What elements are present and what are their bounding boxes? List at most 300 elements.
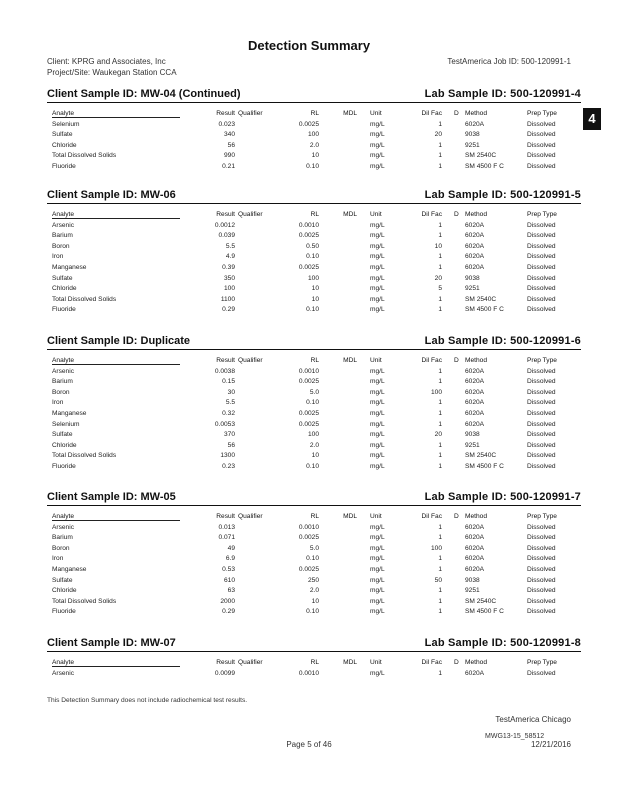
cell-rl: 0.10	[306, 253, 319, 261]
cell-prep_type: Dissolved	[527, 295, 556, 303]
column-header-rl: RL	[310, 211, 319, 218]
cell-method: 9251	[465, 441, 480, 449]
cell-rl: 2.0	[309, 587, 319, 595]
cell-dil_fac: 5	[438, 285, 442, 293]
cell-result: 0.23	[222, 462, 235, 470]
document-code: MWG13-15_58512	[485, 733, 545, 740]
cell-result: 0.0038	[214, 367, 235, 375]
cell-prep_type: Dissolved	[527, 523, 556, 531]
column-header-dil_fac: Dil Fac	[421, 357, 442, 364]
cell-result: 0.21	[222, 162, 235, 170]
cell-dil_fac: 20	[434, 431, 442, 439]
cell-result: 49	[227, 544, 235, 552]
cell-dil_fac: 50	[434, 576, 442, 584]
table-row	[47, 565, 581, 576]
section-header	[47, 491, 581, 506]
cell-prep_type: Dissolved	[527, 576, 556, 584]
cell-result: 340	[223, 131, 235, 139]
cell-result: 0.39	[222, 263, 235, 271]
column-header-mdl: MDL	[343, 659, 357, 666]
cell-prep_type: Dissolved	[527, 399, 556, 407]
table-row	[47, 607, 581, 618]
cell-unit: mg/L	[370, 462, 385, 470]
cell-unit: mg/L	[370, 263, 385, 271]
cell-unit: mg/L	[370, 534, 385, 542]
cell-unit: mg/L	[370, 232, 385, 240]
cell-unit: mg/L	[370, 565, 385, 573]
cell-dil_fac: 10	[434, 242, 442, 250]
table-row	[47, 221, 581, 232]
cell-analyte: Total Dissolved Solids	[52, 597, 117, 605]
cell-rl: 10	[311, 285, 319, 293]
cell-analyte: Iron	[52, 555, 64, 563]
cell-analyte: Manganese	[52, 263, 87, 271]
cell-result: 100	[223, 285, 235, 293]
cell-method: 6020A	[465, 378, 485, 386]
cell-dil_fac: 1	[438, 221, 442, 229]
cell-analyte: Sulfate	[52, 131, 73, 139]
cell-prep_type: Dissolved	[527, 597, 556, 605]
cell-unit: mg/L	[370, 242, 385, 250]
column-header-qualifier: Qualifier	[238, 357, 263, 364]
cell-rl: 100	[307, 131, 319, 139]
cell-result: 0.071	[218, 534, 235, 542]
cell-method: SM 2540C	[465, 295, 497, 303]
table-row	[47, 242, 581, 253]
section-tab-marker: 4	[583, 108, 601, 130]
cell-method: SM 2540C	[465, 597, 497, 605]
table-row	[47, 130, 581, 141]
cell-method: 9038	[465, 431, 480, 439]
cell-analyte: Iron	[52, 253, 64, 261]
cell-rl: 0.0010	[298, 669, 319, 677]
cell-prep_type: Dissolved	[527, 441, 556, 449]
cell-result: 0.0012	[214, 221, 235, 229]
table-row	[47, 284, 581, 295]
cell-prep_type: Dissolved	[527, 162, 556, 170]
cell-prep_type: Dissolved	[527, 431, 556, 439]
column-header-prep_type: Prep Type	[527, 513, 557, 520]
column-header-mdl: MDL	[343, 211, 357, 218]
cell-method: 6020A	[465, 544, 485, 552]
cell-prep_type: Dissolved	[527, 242, 556, 250]
cell-result: 0.32	[222, 409, 235, 417]
table-row	[47, 544, 581, 555]
cell-rl: 100	[307, 431, 319, 439]
cell-unit: mg/L	[370, 420, 385, 428]
cell-method: SM 4500 F C	[465, 306, 504, 314]
column-header-d: D	[454, 110, 459, 117]
cell-prep_type: Dissolved	[527, 141, 556, 149]
column-header-method: Method	[465, 659, 487, 666]
cell-method: 6020A	[465, 420, 485, 428]
cell-rl: 0.10	[306, 162, 319, 170]
cell-method: 9038	[465, 274, 480, 282]
cell-result: 6.9	[225, 555, 235, 563]
cell-unit: mg/L	[370, 131, 385, 139]
page-number: Page 5 of 46	[286, 740, 332, 749]
cell-rl: 0.10	[306, 555, 319, 563]
section-header	[47, 335, 581, 350]
cell-dil_fac: 1	[438, 420, 442, 428]
column-header-result: Result	[216, 659, 235, 666]
table-row	[47, 669, 581, 680]
column-header-result: Result	[216, 211, 235, 218]
cell-method: SM 4500 F C	[465, 462, 504, 470]
cell-result: 0.0099	[214, 669, 235, 677]
cell-method: 9038	[465, 576, 480, 584]
cell-rl: 2.0	[309, 141, 319, 149]
cell-rl: 0.0025	[298, 420, 319, 428]
cell-analyte: Total Dissolved Solids	[52, 295, 117, 303]
lab-sample-id: Lab Sample ID: 500-120991-8	[424, 637, 581, 649]
cell-analyte: Manganese	[52, 409, 87, 417]
table-header-row	[47, 109, 581, 120]
table-row	[47, 597, 581, 608]
column-header-unit: Unit	[370, 211, 382, 218]
section-header	[47, 189, 581, 204]
cell-dil_fac: 1	[438, 367, 442, 375]
cell-rl: 5.0	[309, 388, 319, 396]
cell-rl: 0.10	[306, 399, 319, 407]
cell-method: 6020A	[465, 232, 485, 240]
cell-method: 6020A	[465, 388, 485, 396]
table-header-row	[47, 658, 581, 669]
cell-dil_fac: 1	[438, 378, 442, 386]
cell-result: 0.53	[222, 565, 235, 573]
column-header-method: Method	[465, 513, 487, 520]
column-header-rl: RL	[310, 659, 319, 666]
cell-prep_type: Dissolved	[527, 274, 556, 282]
job-id: TestAmerica Job ID: 500-120991-1	[447, 57, 571, 66]
table-row	[47, 554, 581, 565]
cell-dil_fac: 1	[438, 141, 442, 149]
cell-result: 56	[227, 441, 235, 449]
table-header-row	[47, 512, 581, 523]
cell-unit: mg/L	[370, 597, 385, 605]
table-header-row	[47, 210, 581, 221]
cell-rl: 0.0025	[298, 232, 319, 240]
cell-unit: mg/L	[370, 523, 385, 531]
cell-analyte: Boron	[52, 242, 70, 250]
cell-rl: 5.0	[309, 544, 319, 552]
cell-analyte: Fluoride	[52, 608, 76, 616]
cell-unit: mg/L	[370, 555, 385, 563]
cell-analyte: Fluoride	[52, 306, 76, 314]
sample-section	[47, 189, 581, 316]
table-row	[47, 451, 581, 462]
cell-dil_fac: 100	[430, 388, 442, 396]
column-header-d: D	[454, 211, 459, 218]
cell-dil_fac: 1	[438, 295, 442, 303]
cell-analyte: Selenium	[52, 420, 80, 428]
cell-analyte: Sulfate	[52, 576, 73, 584]
table-row	[47, 305, 581, 316]
cell-rl: 2.0	[309, 441, 319, 449]
table-row	[47, 295, 581, 306]
cell-unit: mg/L	[370, 274, 385, 282]
cell-unit: mg/L	[370, 544, 385, 552]
cell-dil_fac: 1	[438, 555, 442, 563]
cell-method: 9251	[465, 141, 480, 149]
cell-rl: 0.10	[306, 608, 319, 616]
cell-method: SM 2540C	[465, 452, 497, 460]
column-header-analyte: Analyte	[52, 211, 180, 219]
cell-method: 6020A	[465, 534, 485, 542]
column-header-method: Method	[465, 357, 487, 364]
cell-result: 0.29	[222, 608, 235, 616]
column-header-d: D	[454, 513, 459, 520]
cell-dil_fac: 1	[438, 306, 442, 314]
client-sample-id: Client Sample ID: MW-05	[47, 491, 176, 503]
cell-analyte: Total Dissolved Solids	[52, 452, 117, 460]
cell-analyte: Selenium	[52, 120, 80, 128]
column-header-qualifier: Qualifier	[238, 659, 263, 666]
cell-method: 6020A	[465, 669, 485, 677]
table-row	[47, 252, 581, 263]
column-header-analyte: Analyte	[52, 513, 180, 521]
cell-analyte: Arsenic	[52, 367, 74, 375]
cell-dil_fac: 1	[438, 597, 442, 605]
column-header-unit: Unit	[370, 110, 382, 117]
sample-section	[47, 491, 581, 618]
column-header-result: Result	[216, 357, 235, 364]
cell-prep_type: Dissolved	[527, 534, 556, 542]
cell-analyte: Fluoride	[52, 162, 76, 170]
cell-unit: mg/L	[370, 378, 385, 386]
cell-prep_type: Dissolved	[527, 367, 556, 375]
cell-prep_type: Dissolved	[527, 378, 556, 386]
column-header-dil_fac: Dil Fac	[421, 110, 442, 117]
cell-method: 6020A	[465, 409, 485, 417]
cell-prep_type: Dissolved	[527, 263, 556, 271]
cell-method: 6020A	[465, 565, 485, 573]
cell-result: 5.5	[225, 242, 235, 250]
column-header-qualifier: Qualifier	[238, 110, 263, 117]
cell-unit: mg/L	[370, 221, 385, 229]
cell-rl: 0.0025	[298, 409, 319, 417]
cell-rl: 0.0025	[298, 565, 319, 573]
cell-rl: 0.0025	[298, 120, 319, 128]
cell-unit: mg/L	[370, 409, 385, 417]
column-header-analyte: Analyte	[52, 110, 180, 118]
column-header-prep_type: Prep Type	[527, 110, 557, 117]
cell-method: 6020A	[465, 523, 485, 531]
client-sample-id: Client Sample ID: MW-06	[47, 189, 176, 201]
cell-analyte: Chloride	[52, 587, 77, 595]
cell-unit: mg/L	[370, 285, 385, 293]
cell-result: 5.5	[225, 399, 235, 407]
cell-analyte: Arsenic	[52, 523, 74, 531]
cell-analyte: Total Dissolved Solids	[52, 152, 117, 160]
cell-prep_type: Dissolved	[527, 420, 556, 428]
cell-method: 9251	[465, 587, 480, 595]
cell-analyte: Arsenic	[52, 669, 74, 677]
cell-dil_fac: 1	[438, 462, 442, 470]
cell-result: 0.023	[218, 120, 235, 128]
cell-prep_type: Dissolved	[527, 565, 556, 573]
cell-unit: mg/L	[370, 452, 385, 460]
cell-analyte: Boron	[52, 544, 70, 552]
cell-result: 990	[223, 152, 235, 160]
footnote: This Detection Summary does not include radiochemical test results.	[47, 697, 248, 704]
table-row	[47, 462, 581, 473]
cell-prep_type: Dissolved	[527, 462, 556, 470]
table-row	[47, 533, 581, 544]
cell-unit: mg/L	[370, 295, 385, 303]
column-header-prep_type: Prep Type	[527, 211, 557, 218]
cell-method: 9251	[465, 285, 480, 293]
cell-unit: mg/L	[370, 141, 385, 149]
table-row	[47, 162, 581, 173]
cell-unit: mg/L	[370, 388, 385, 396]
lab-name: TestAmerica Chicago	[495, 715, 571, 724]
lab-sample-id: Lab Sample ID: 500-120991-4	[424, 88, 581, 100]
cell-rl: 0.0025	[298, 263, 319, 271]
column-header-mdl: MDL	[343, 110, 357, 117]
cell-prep_type: Dissolved	[527, 120, 556, 128]
cell-dil_fac: 1	[438, 565, 442, 573]
cell-dil_fac: 20	[434, 131, 442, 139]
cell-rl: 0.0010	[298, 221, 319, 229]
cell-method: 6020A	[465, 120, 485, 128]
column-header-qualifier: Qualifier	[238, 211, 263, 218]
cell-prep_type: Dissolved	[527, 253, 556, 261]
cell-analyte: Barium	[52, 534, 73, 542]
cell-prep_type: Dissolved	[527, 388, 556, 396]
cell-method: 6020A	[465, 221, 485, 229]
cell-dil_fac: 1	[438, 263, 442, 271]
table-row	[47, 441, 581, 452]
cell-rl: 0.0025	[298, 534, 319, 542]
table-row	[47, 576, 581, 587]
column-header-unit: Unit	[370, 513, 382, 520]
cell-dil_fac: 20	[434, 274, 442, 282]
lab-sample-id: Lab Sample ID: 500-120991-6	[424, 335, 581, 347]
table-row	[47, 430, 581, 441]
column-header-rl: RL	[310, 357, 319, 364]
cell-method: 6020A	[465, 367, 485, 375]
cell-analyte: Boron	[52, 388, 70, 396]
cell-rl: 0.0025	[298, 378, 319, 386]
column-header-method: Method	[465, 211, 487, 218]
cell-result: 1100	[220, 295, 235, 303]
column-header-rl: RL	[310, 110, 319, 117]
cell-rl: 0.0010	[298, 523, 319, 531]
cell-prep_type: Dissolved	[527, 285, 556, 293]
cell-unit: mg/L	[370, 120, 385, 128]
cell-rl: 0.50	[306, 242, 319, 250]
table-row	[47, 120, 581, 131]
cell-analyte: Chloride	[52, 285, 77, 293]
cell-analyte: Barium	[52, 378, 73, 386]
sample-section	[47, 335, 581, 473]
cell-dil_fac: 1	[438, 399, 442, 407]
cell-dil_fac: 1	[438, 523, 442, 531]
column-header-mdl: MDL	[343, 513, 357, 520]
cell-unit: mg/L	[370, 367, 385, 375]
cell-result: 4.9	[225, 253, 235, 261]
cell-analyte: Sulfate	[52, 274, 73, 282]
cell-unit: mg/L	[370, 152, 385, 160]
cell-result: 2000	[220, 597, 235, 605]
sample-section	[47, 637, 581, 679]
column-header-result: Result	[216, 513, 235, 520]
cell-prep_type: Dissolved	[527, 131, 556, 139]
cell-method: 6020A	[465, 253, 485, 261]
cell-dil_fac: 1	[438, 162, 442, 170]
cell-dil_fac: 1	[438, 409, 442, 417]
table-row	[47, 274, 581, 285]
table-row	[47, 388, 581, 399]
cell-result: 0.039	[218, 232, 235, 240]
lab-sample-id: Lab Sample ID: 500-120991-7	[424, 491, 581, 503]
cell-result: 1300	[220, 452, 235, 460]
cell-unit: mg/L	[370, 576, 385, 584]
table-row	[47, 263, 581, 274]
report-date: 12/21/2016	[530, 740, 571, 749]
cell-method: SM 4500 F C	[465, 608, 504, 616]
cell-dil_fac: 1	[438, 587, 442, 595]
cell-unit: mg/L	[370, 431, 385, 439]
cell-method: 6020A	[465, 399, 485, 407]
cell-dil_fac: 1	[438, 232, 442, 240]
column-header-dil_fac: Dil Fac	[421, 513, 442, 520]
column-header-prep_type: Prep Type	[527, 659, 557, 666]
cell-rl: 0.10	[306, 462, 319, 470]
cell-result: 56	[227, 141, 235, 149]
cell-analyte: Manganese	[52, 565, 87, 573]
client-sample-id: Client Sample ID: Duplicate	[47, 335, 191, 347]
column-header-qualifier: Qualifier	[238, 513, 263, 520]
cell-result: 0.29	[222, 306, 235, 314]
cell-dil_fac: 1	[438, 120, 442, 128]
cell-analyte: Arsenic	[52, 221, 74, 229]
table-row	[47, 586, 581, 597]
column-header-method: Method	[465, 110, 487, 117]
table-row	[47, 398, 581, 409]
cell-rl: 0.0010	[298, 367, 319, 375]
column-header-unit: Unit	[370, 659, 382, 666]
cell-unit: mg/L	[370, 162, 385, 170]
cell-result: 0.013	[218, 523, 235, 531]
cell-unit: mg/L	[370, 253, 385, 261]
cell-result: 0.0053	[214, 420, 235, 428]
cell-prep_type: Dissolved	[527, 232, 556, 240]
cell-analyte: Sulfate	[52, 431, 73, 439]
table-header-row	[47, 356, 581, 367]
cell-rl: 10	[311, 452, 319, 460]
cell-unit: mg/L	[370, 306, 385, 314]
cell-rl: 0.10	[306, 306, 319, 314]
cell-method: SM 2540C	[465, 152, 497, 160]
column-header-mdl: MDL	[343, 357, 357, 364]
cell-unit: mg/L	[370, 608, 385, 616]
section-header	[47, 88, 581, 103]
column-header-rl: RL	[310, 513, 319, 520]
table-row	[47, 231, 581, 242]
cell-prep_type: Dissolved	[527, 555, 556, 563]
cell-prep_type: Dissolved	[527, 452, 556, 460]
table-row	[47, 409, 581, 420]
column-header-unit: Unit	[370, 357, 382, 364]
lab-sample-id: Lab Sample ID: 500-120991-5	[424, 189, 581, 201]
cell-prep_type: Dissolved	[527, 306, 556, 314]
client-name: Client: KPRG and Associates, Inc	[47, 57, 166, 66]
cell-method: 6020A	[465, 263, 485, 271]
cell-method: 6020A	[465, 555, 485, 563]
cell-unit: mg/L	[370, 587, 385, 595]
